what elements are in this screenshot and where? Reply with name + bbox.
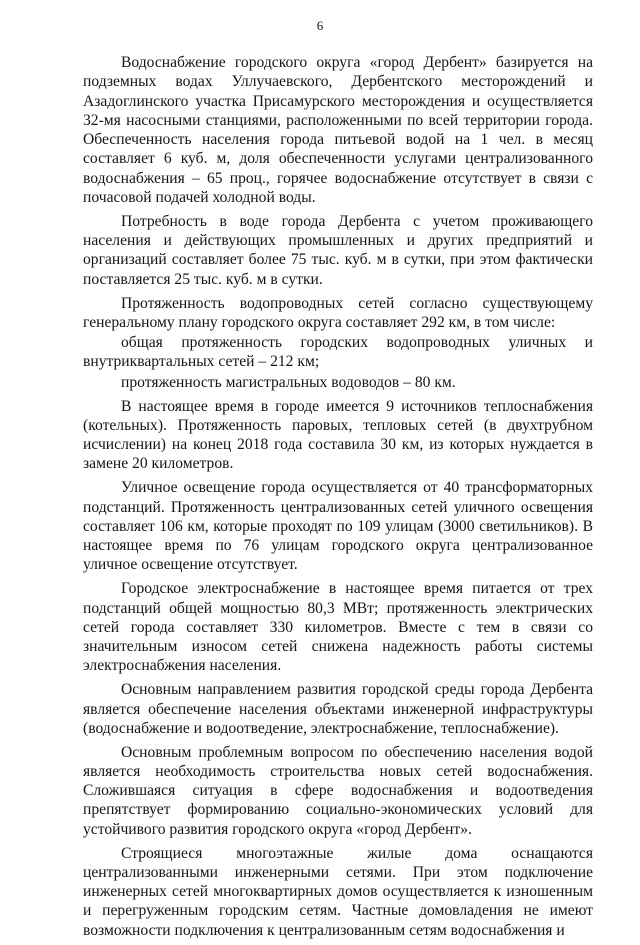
paragraph-water-demand: Потребность в воде города Дербента с учетом проживающего населения и действующих промышленных и других предприятий и организаций составляет более 75 тыс. куб. м в сутки, при этом фактически поставляется 25 тыс. куб. м в сутки. xyxy=(83,212,593,288)
paragraph-water-supply: Водоснабжение городского округа «город Дербент» базируется на подземных водах Уллучаевского, Дербентского месторождений и Азадоглинского участка Присамурского месторождения и осуществляется 32-мя насосными станциями, расположенными по всей территории города. Обеспеченность населения города питьевой водой на 1 чел. в месяц составляет 6 куб. м, доля обеспеченности услугами централизованного водоснабжения – 65 проц., горячее водоснабжение отсутствует в связи с почасовой подачей холодной воды. xyxy=(83,54,593,207)
paragraph-development-direction: Основным направлением развития городской среды города Дербента является обеспечение населения объектами инженерной инфраструктуры (водоснабжение и водоотведение, электроснабжение, теплоснабжение). xyxy=(83,681,593,737)
paragraph-new-buildings: Строящиеся многоэтажные жилые дома оснащаются централизованными инженерными сетями. При этом подключение инженерных сетей многоквартирных домов осуществляется к изношенным и перегруженным городским сетям. Частные домовладения не имеют возможности подключения к централизованным сетям водоснабжения и xyxy=(83,844,593,939)
paragraph-street-networks: общая протяженность городских водопроводных уличных и внутриквартальных сетей – 212 км; xyxy=(83,334,593,371)
body-text xyxy=(83,53,593,945)
paragraph-power-supply: Городское электроснабжение в настоящее время питается от трех подстанций общей мощностью 80,3 МВт; протяженность электрических сетей города составляет 330 километров. Вместе с тем в связи со значительным износом сетей снижена надежность работы системы электроснабжения населения. xyxy=(83,580,593,675)
page-number: 6 xyxy=(316,18,324,33)
paragraph-heat-supply: В настоящее время в городе имеется 9 источников теплоснабжения (котельных). Протяженность паровых, тепловых сетей (в двухтрубном исчислении) на конец 2018 года составила 30 км, из которых нуждается в замене 20 километров. xyxy=(83,397,593,473)
paragraph-main-problem: Основным проблемным вопросом по обеспечению населения водой является необходимость строительства новых сетей водоснабжения. Сложившаяся ситуация в сфере водоснабжения и водоотведения препятствует формированию социально-экономических условий для устойчивого развития городского округа «город Дербент». xyxy=(83,743,593,838)
paragraph-street-lighting: Уличное освещение города осуществляется от 40 трансформаторных подстанций. Протяженность централизованных сетей уличного освещения составляет 106 км, которые проходят по 109 улицам (3000 светильников). В настоящее время по 76 улицам городского округа централизованное уличное освещение отсутствует. xyxy=(83,479,593,574)
paragraph-water-network-length: Протяженность водопроводных сетей согласно существующему генеральному плану городского округа составляет 292 км, в том числе: xyxy=(83,294,593,331)
paragraph-trunk-mains: протяженность магистральных водоводов – 80 км. xyxy=(121,373,456,391)
